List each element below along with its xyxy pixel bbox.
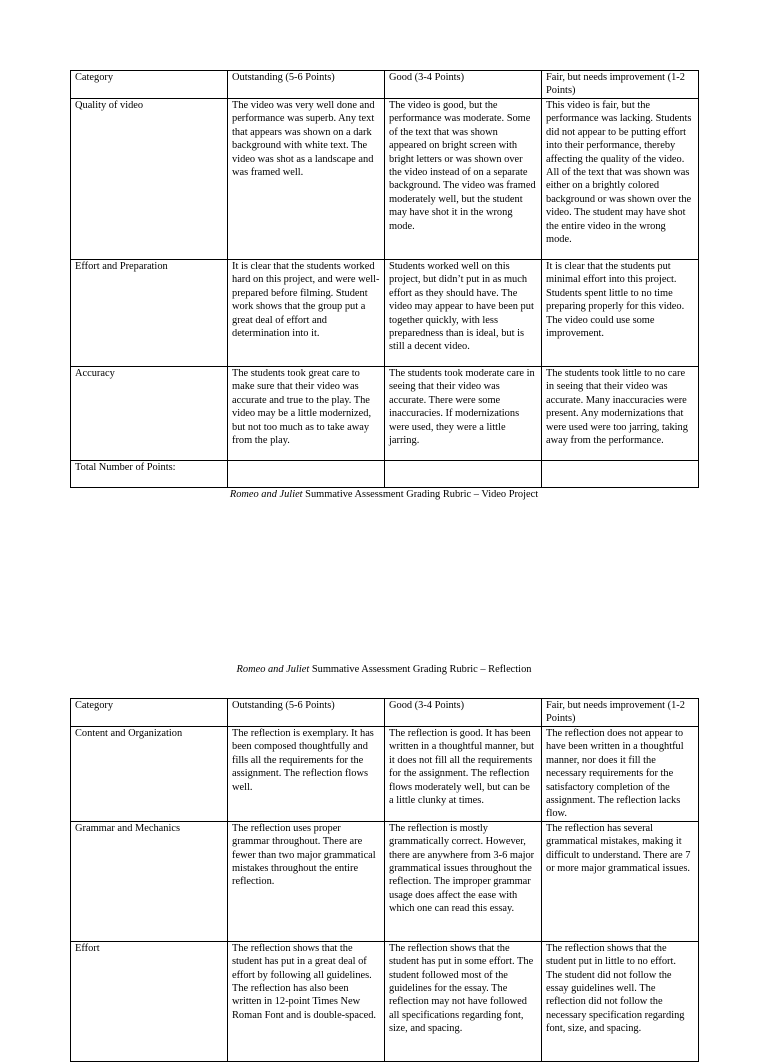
fair-cell: The students took little to no care in seeing that their video was accurate. Many inaccuracies were present. Any modernizations that were used were too jarring, taking away from the performance. [542, 367, 699, 461]
table-row-total [71, 461, 699, 488]
table-row [71, 727, 699, 822]
table-row [71, 99, 699, 260]
caption-text: Summative Assessment Grading Rubric – Reflection [309, 664, 532, 675]
caption-text: Summative Assessment Grading Rubric – Video Project [302, 489, 539, 500]
fair-cell: The reflection shows that the student put in little to no effort. The student did not follow the essay guidelines well. The reflection did not follow the necessary specification regarding font, size, and spacing. [542, 941, 699, 1061]
header-outstanding: Outstanding (5-6 Points) [228, 71, 385, 99]
header-fair: Fair, but needs improvement (1-2 Points) [542, 71, 699, 99]
outstanding-cell: The reflection shows that the student has put in a great deal of effort by following all guidelines. The reflection has also been written in 12-point Times New Roman Font and is double-spaced. [228, 941, 385, 1061]
category-cell: Accuracy [71, 367, 228, 461]
table-header-row [71, 699, 699, 727]
fair-cell: The reflection has several grammatical mistakes, making it difficult to understand. There are 7 or more major grammatical issues. [542, 821, 699, 941]
fair-cell: The reflection does not appear to have been written in a thoughtful manner, nor does it fill the necessary requirements for the satisfactory completion of the assignment. The reflection lacks flow. [542, 727, 699, 822]
category-cell: Effort [71, 941, 228, 1061]
fair-cell: This video is fair, but the performance was lacking. Students did not appear to be putting effort into their performance, thereby affecting the quality of the video. All of the text that was shown was either on a brightly colored background or was shown over the video. The student may have shot the entire video in the wrong mode. [542, 99, 699, 260]
fair-cell [542, 461, 699, 488]
fair-cell: It is clear that the students put minimal effort into this project. Students spent little to no time preparing properly for this video. The video could use some improvement. [542, 260, 699, 367]
outstanding-cell: The reflection is exemplary. It has been composed thoughtfully and fills all the requirements for the assignment. The reflection flows well. [228, 727, 385, 822]
header-good: Good (3-4 Points) [385, 699, 542, 727]
reflection-rubric-caption [70, 663, 698, 676]
good-cell: The reflection is mostly grammatically correct. However, there are anywhere from 3-6 major grammatical issues throughout the reflection. The improper grammar usage does affect the ease with which one can read this essay. [385, 821, 542, 941]
table-row [71, 260, 699, 367]
header-category: Category [71, 71, 228, 99]
outstanding-cell: The students took great care to make sure that their video was accurate and true to the play. The video may be a little modernized, but not too much as to take away from the play. [228, 367, 385, 461]
good-cell [385, 461, 542, 488]
good-cell: The reflection shows that the student has put in some effort. The student followed most of the guidelines for the essay. The reflection may not have followed all specifications regarding font, size, and spacing. [385, 941, 542, 1061]
header-outstanding: Outstanding (5-6 Points) [228, 699, 385, 727]
video-rubric-table [70, 70, 699, 488]
header-good: Good (3-4 Points) [385, 71, 542, 99]
category-cell: Effort and Preparation [71, 260, 228, 367]
total-points-label: Total Number of Points: [71, 461, 228, 488]
category-cell: Quality of video [71, 99, 228, 260]
good-cell: Students worked well on this project, but didn’t put in as much effort as they should have. The video may appear to have been put together quickly, with less preparedness than is ideal, but is still a decent video. [385, 260, 542, 367]
outstanding-cell [228, 461, 385, 488]
video-rubric-caption [70, 488, 698, 501]
good-cell: The students took moderate care in seeing that their video was accurate. There were some inaccuracies. If modernizations were used, they were a little jarring. [385, 367, 542, 461]
table-row [71, 941, 699, 1061]
header-category: Category [71, 699, 228, 727]
caption-play-title: Romeo and Juliet [229, 489, 303, 500]
header-fair: Fair, but needs improvement (1-2 Points) [542, 699, 699, 727]
good-cell: The reflection is good. It has been written in a thoughtful manner, but it does not fill all the requirements for the assignment. The reflection flows moderately well, but can be a little clunky at times. [385, 727, 542, 822]
reflection-rubric-table [70, 698, 699, 1062]
outstanding-cell: It is clear that the students worked hard on this project, and were well-prepared before filming. Student work shows that the group put a great deal of effort and determination into it. [228, 260, 385, 367]
table-row [71, 367, 699, 461]
outstanding-cell: The video was very well done and performance was superb. Any text that appears was shown on a dark background with white text. The video was shot as a landscape and was framed well. [228, 99, 385, 260]
table-header-row [71, 71, 699, 99]
outstanding-cell: The reflection uses proper grammar throughout. There are fewer than two major grammatical mistakes throughout the entire reflection. [228, 821, 385, 941]
table-row [71, 821, 699, 941]
category-cell: Grammar and Mechanics [71, 821, 228, 941]
good-cell: The video is good, but the performance was moderate. Some of the text that was shown appeared on bright screen with bright letters or was shown over the video instead of on a separate background. The video was framed moderately well, but the student may have shot it in the wrong mode. [385, 99, 542, 260]
category-cell: Content and Organization [71, 727, 228, 822]
caption-play-title: Romeo and Juliet [236, 664, 310, 675]
